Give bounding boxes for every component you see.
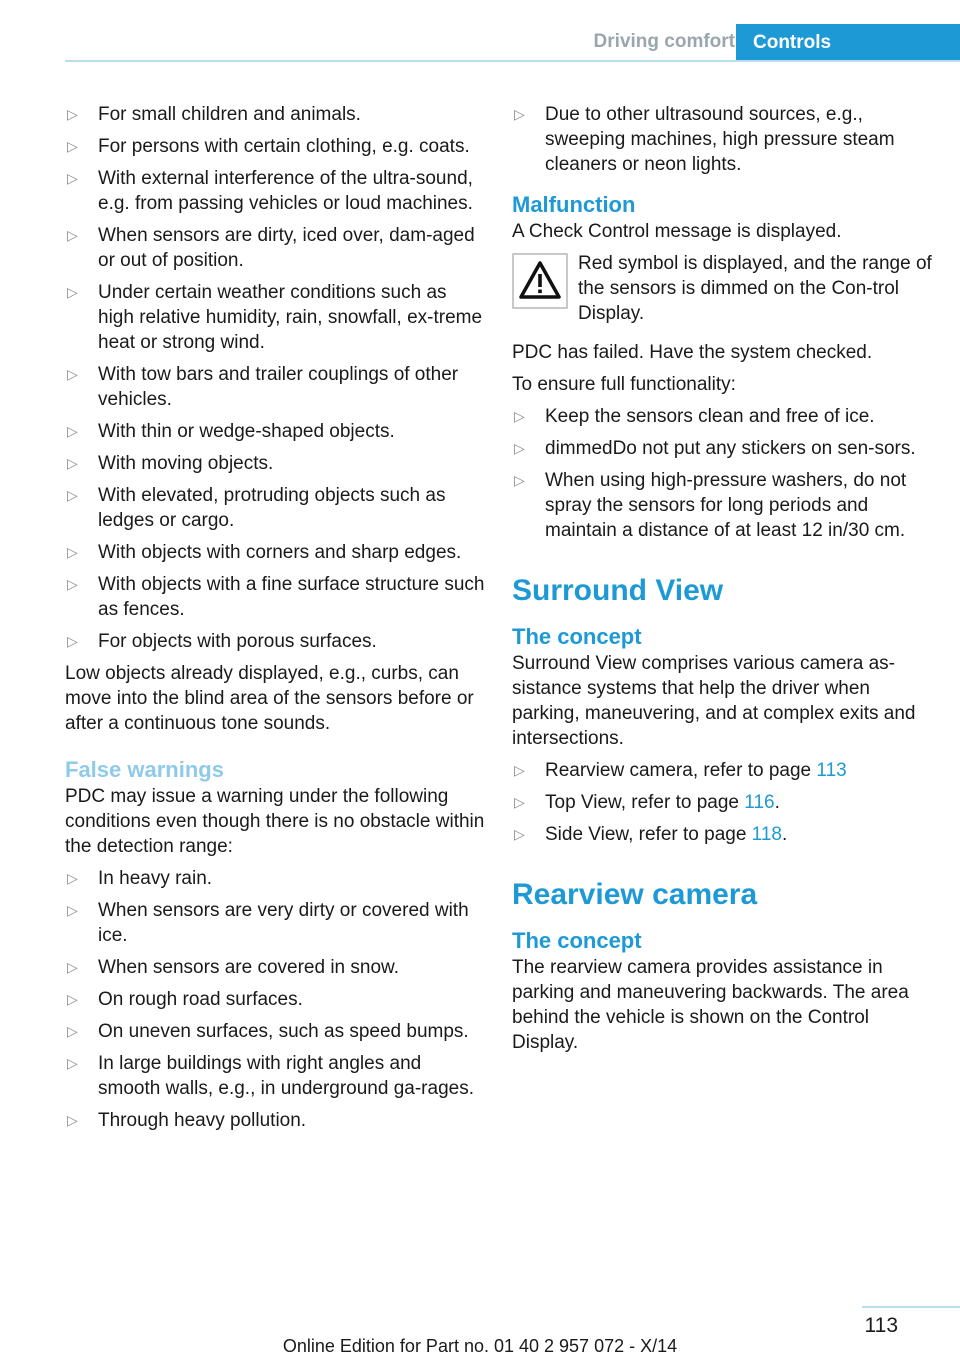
list-item: ▷ For small children and animals. xyxy=(67,104,361,125)
list-item: ▷ On rough road surfaces. xyxy=(67,989,303,1010)
list-item: ▷ With objects with a fine surface structure such as fences. xyxy=(67,574,485,620)
list-item: ▷ Through heavy pollution. xyxy=(67,1110,307,1131)
list-item: ▷ In heavy rain. xyxy=(67,868,213,889)
bullet-triangle-icon: ▷ xyxy=(67,902,78,918)
rearview-paragraph: The rearview camera provides assistance in parking and maneuvering backwards. The area behind the vehicle is shown on the Control Display. xyxy=(512,957,909,1053)
list-item: ▷ When sensors are dirty, iced over, dam-aged or out of position. xyxy=(67,225,475,271)
surround-refs-list xyxy=(512,758,932,847)
list-item: ▷ Under certain weather conditions such as high relative humidity, rain, snowfall, ex-treme heat or strong wind. xyxy=(67,282,483,353)
bullet-triangle-icon: ▷ xyxy=(67,576,78,592)
concept-heading-2: The concept xyxy=(512,928,642,953)
list-item: ▷ With thin or wedge-shaped objects. xyxy=(67,421,395,442)
concept-heading-1: The concept xyxy=(512,624,642,649)
bullet-triangle-icon: ▷ xyxy=(514,106,525,122)
right-bullet-list-1 xyxy=(512,102,932,177)
list-item: ▷ Side View, refer to page 118. xyxy=(514,824,788,845)
list-item: ▷ With external interference of the ultra-sound, e.g. from passing vehicles or loud machines. xyxy=(67,168,473,214)
warning-triangle-icon xyxy=(512,253,568,309)
bullet-triangle-icon: ▷ xyxy=(514,440,525,456)
bullet-triangle-icon: ▷ xyxy=(67,106,78,122)
rearview-camera-heading: Rearview camera xyxy=(512,878,758,911)
page-link[interactable]: 118 xyxy=(751,824,782,845)
left-column xyxy=(65,102,485,1140)
bullet-triangle-icon: ▷ xyxy=(67,959,78,975)
list-item: ▷ Keep the sensors clean and free of ice. xyxy=(514,406,875,427)
bullet-triangle-icon: ▷ xyxy=(67,487,78,503)
bullet-triangle-icon: ▷ xyxy=(67,366,78,382)
warning-text: Red symbol is displayed, and the range of the sensors is dimmed on the Con-trol Display. xyxy=(578,253,932,324)
header-rule xyxy=(65,60,960,62)
list-item: ▷ For persons with certain clothing, e.g. coats. xyxy=(67,136,470,157)
ensure-paragraph: To ensure full functionality: xyxy=(512,374,736,395)
bullet-triangle-icon: ▷ xyxy=(67,870,78,886)
page-link[interactable]: 113 xyxy=(816,760,847,781)
left-bullet-list-1 xyxy=(65,102,485,654)
list-item: ▷ With objects with corners and sharp edges. xyxy=(67,542,462,563)
false-warnings-paragraph: PDC may issue a warning under the following conditions even though there is no obstacle within the detection range: xyxy=(65,786,485,857)
bullet-triangle-icon: ▷ xyxy=(67,455,78,471)
right-bullet-list-2 xyxy=(512,404,932,543)
bullet-triangle-icon: ▷ xyxy=(514,472,525,488)
malfunction-paragraph: A Check Control message is displayed. xyxy=(512,221,842,242)
low-objects-paragraph: Low objects already displayed, e.g., curbs, can move into the blind area of the sensors before or after a continuous tone sounds. xyxy=(65,663,474,734)
false-warnings-heading: False warnings xyxy=(65,757,224,782)
surround-view-paragraph: Surround View comprises various camera as-sistance systems that help the driver when parking, maneuvering, and at complex exits and intersections. xyxy=(512,653,916,749)
bullet-triangle-icon: ▷ xyxy=(67,991,78,1007)
bullet-triangle-icon: ▷ xyxy=(514,826,525,842)
list-item: ▷ When sensors are covered in snow. xyxy=(67,957,399,978)
page-link[interactable]: 116 xyxy=(744,792,775,813)
header-chapter-tab: Controls xyxy=(736,24,960,62)
bullet-triangle-icon: ▷ xyxy=(67,170,78,186)
bullet-triangle-icon: ▷ xyxy=(67,1023,78,1039)
list-item: ▷ On uneven surfaces, such as speed bumps. xyxy=(67,1021,469,1042)
bullet-triangle-icon: ▷ xyxy=(67,227,78,243)
failed-paragraph: PDC has failed. Have the system checked. xyxy=(512,342,873,363)
bullet-triangle-icon: ▷ xyxy=(67,1055,78,1071)
list-item: ▷ With moving objects. xyxy=(67,453,274,474)
malfunction-heading: Malfunction xyxy=(512,192,636,217)
right-column xyxy=(512,102,932,1062)
bullet-triangle-icon: ▷ xyxy=(67,138,78,154)
page-number: 113 xyxy=(864,1314,898,1337)
list-item: ▷ For objects with porous surfaces. xyxy=(67,631,377,652)
bullet-triangle-icon: ▷ xyxy=(67,633,78,649)
header-section-tab: Driving comfort xyxy=(593,31,735,52)
bullet-triangle-icon: ▷ xyxy=(514,762,525,778)
bullet-triangle-icon: ▷ xyxy=(67,284,78,300)
list-item: ▷ When sensors are very dirty or covered with ice. xyxy=(67,900,469,946)
list-item: ▷ dimmedDo not put any stickers on sen-sors. xyxy=(514,438,916,459)
bullet-triangle-icon: ▷ xyxy=(514,794,525,810)
bullet-triangle-icon: ▷ xyxy=(67,544,78,560)
list-item: ▷ In large buildings with right angles and smooth walls, e.g., in underground ga-rages. xyxy=(67,1053,474,1099)
list-item: ▷ Top View, refer to page 116. xyxy=(514,792,780,813)
bullet-triangle-icon: ▷ xyxy=(67,1112,78,1128)
list-item: ▷ With tow bars and trailer couplings of other vehicles. xyxy=(67,364,459,410)
list-item: ▷ With elevated, protruding objects such as ledges or cargo. xyxy=(67,485,446,531)
left-bullet-list-2 xyxy=(65,866,485,1133)
footer-rule xyxy=(862,1306,960,1308)
list-item: ▷ When using high-pressure washers, do not spray the sensors for long periods and maintain a distance of at least 12 in/30 cm. xyxy=(514,470,907,541)
warning-block xyxy=(512,251,932,326)
bullet-triangle-icon: ▷ xyxy=(514,408,525,424)
list-item: ▷ Rearview camera, refer to page 113 xyxy=(514,760,847,781)
list-item: ▷ Due to other ultrasound sources, e.g., sweeping machines, high pressure steam cleaners or neon lights. xyxy=(514,104,895,175)
edition-text: Online Edition for Part no. 01 40 2 957 072 - X/14 xyxy=(282,1336,678,1356)
surround-view-heading: Surround View xyxy=(512,574,724,607)
bullet-triangle-icon: ▷ xyxy=(67,423,78,439)
